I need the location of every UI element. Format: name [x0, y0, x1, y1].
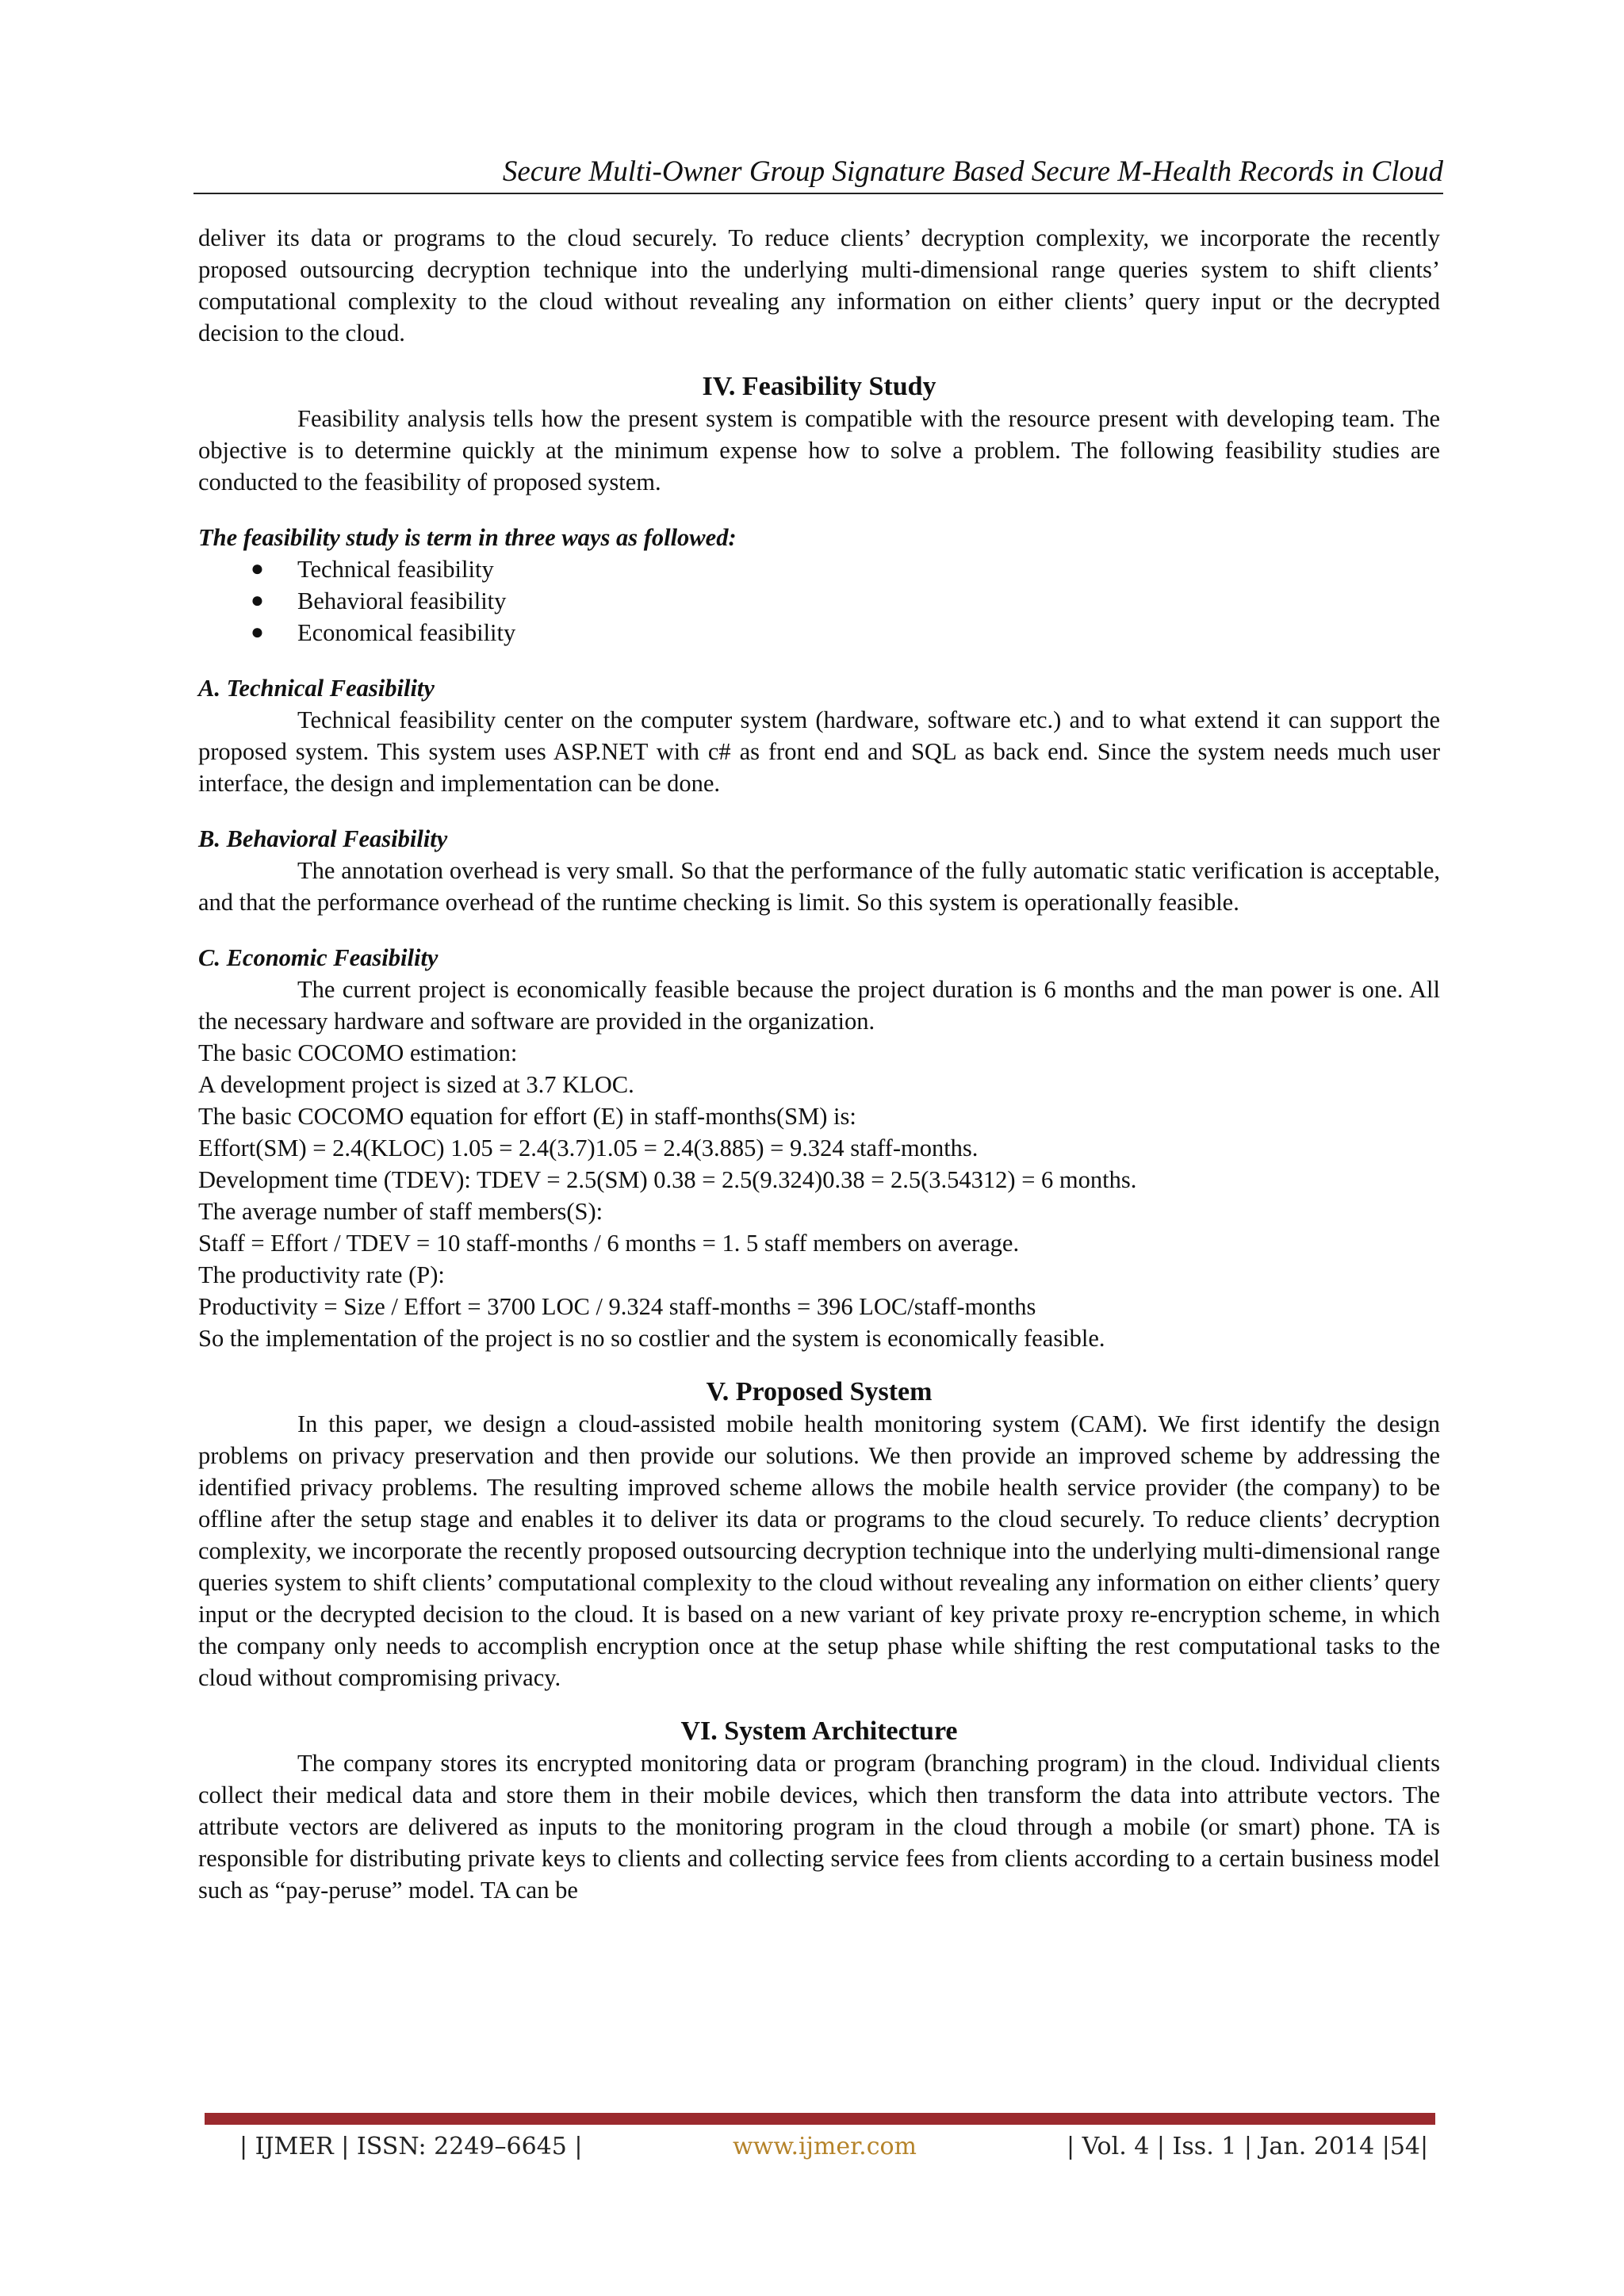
- feasibility-list-heading: The feasibility study is term in three ways as followed:: [198, 524, 737, 551]
- list-item: [198, 553, 1440, 585]
- spacer: [198, 799, 1440, 823]
- spacer: [198, 349, 1440, 371]
- economic-feasibility-heading: C. Economic Feasibility: [198, 944, 439, 971]
- feasibility-list: [198, 553, 1440, 649]
- list-item: [198, 585, 1440, 617]
- header-rule: [193, 193, 1443, 194]
- cocomo-line: A development project is sized at 3.7 KLOC.: [198, 1071, 634, 1098]
- cocomo-line: The productivity rate (P):: [198, 1261, 445, 1288]
- spacer: [198, 1354, 1440, 1376]
- spacer: [198, 498, 1440, 522]
- cocomo-line: The average number of staff members(S):: [198, 1198, 603, 1225]
- technical-feasibility-heading: A. Technical Feasibility: [198, 675, 435, 702]
- section-title-feasibility-study: IV. Feasibility Study: [702, 372, 936, 401]
- feasibility-paragraph: Feasibility analysis tells how the present system is compatible with the resource present with developing team. The objective is to determine quickly at the minimum expense how to solve a problem. The following feasibility studies are conducted to the feasibility of proposed system.: [198, 405, 1440, 496]
- cocomo-line: Staff = Effort / TDEV = 10 staff-months / 6 months = 1. 5 staff members on average.: [198, 1230, 1020, 1257]
- intro-paragraph: deliver its data or programs to the cloud securely. To reduce clients’ decryption complexity, we incorporate the recently proposed outsourcing decryption technique into the underlying multi-dimensional range queries system to shift clients’ computational complexity to the cloud without revealing any information on either clients’ query input or the decrypted decision to the cloud.: [198, 224, 1440, 346]
- section-title-proposed-system: V. Proposed System: [706, 1377, 933, 1406]
- section-title-system-architecture: VI. System Architecture: [680, 1716, 958, 1746]
- list-item-label: Technical feasibility: [297, 556, 494, 583]
- spacer: [198, 1693, 1440, 1716]
- list-item-label: Behavioral feasibility: [297, 587, 507, 614]
- footer-website-link[interactable]: www.ijmer.com: [733, 2133, 917, 2160]
- cocomo-line: So the implementation of the project is no so costlier and the system is economically feasible.: [198, 1325, 1105, 1352]
- cocomo-line: Effort(SM) = 2.4(KLOC) 1.05 = 2.4(3.7)1.05 = 2.4(3.885) = 9.324 staff-months.: [198, 1135, 979, 1161]
- bullet-icon: ●: [251, 557, 264, 581]
- cocomo-line: Development time (TDEV): TDEV = 2.5(SM) 0.38 = 2.5(9.324)0.38 = 2.5(3.54312) = 6 months.: [198, 1166, 1137, 1193]
- economic-feasibility-paragraph: The current project is economically feasible because the project duration is 6 months and the man power is one. All the necessary hardware and software are provided in the organization.: [198, 976, 1440, 1035]
- technical-feasibility-paragraph: Technical feasibility center on the computer system (hardware, software etc.) and to what extend it can support the proposed system. This system uses ASP.NET with c# as front end and SQL as back end. Since the system needs much user interface, the design and implementation can be done.: [198, 706, 1440, 797]
- spacer: [198, 918, 1440, 942]
- cocomo-line: The basic COCOMO estimation:: [198, 1039, 518, 1066]
- running-title: Secure Multi-Owner Group Signature Based Secure M-Health Records in Cloud: [502, 155, 1443, 188]
- spacer: [198, 649, 1440, 672]
- list-item-label: Economical feasibility: [297, 619, 516, 646]
- list-item: [198, 617, 1440, 649]
- cocomo-line: The basic COCOMO equation for effort (E) in staff-months(SM) is:: [198, 1103, 856, 1130]
- behavioral-feasibility-heading: B. Behavioral Feasibility: [198, 825, 448, 852]
- proposed-system-paragraph: In this paper, we design a cloud-assisted mobile health monitoring system (CAM). We first identify the design problems on privacy preservation and then provide our solutions. We then provide an improved scheme by addressing the identified privacy problems. The resulting improved scheme allows the mobile health service provider (the company) to be offline after the setup stage and enables it to deliver its data or programs to the cloud securely. To reduce clients’ decryption complexity, we incorporate the recently proposed outsourcing decryption technique into the underlying multi-dimensional range queries system to shift clients’ computational complexity to the cloud without revealing any information on either clients’ query input or the decrypted decision to the cloud. It is based on a new variant of key private proxy re-encryption scheme, in which the company only needs to accomplish encryption once at the setup phase while shifting the rest computational tasks to the cloud without compromising privacy.: [198, 1410, 1440, 1691]
- system-architecture-paragraph: The company stores its encrypted monitoring data or program (branching program) in the cloud. Individual clients collect their medical data and store them in their mobile devices, which then transform the data into attribute vectors. The attribute vectors are delivered as inputs to the monitoring program in the cloud through a mobile (or smart) phone. TA is responsible for distributing private keys to clients and collecting service fees from clients according to a certain business model such as “pay-peruse” model. TA can be: [198, 1750, 1440, 1904]
- bullet-icon: ●: [251, 620, 264, 645]
- page-body: [198, 222, 1440, 1906]
- bullet-icon: ●: [251, 588, 264, 613]
- footer-volume-page: | Vol. 4 | Iss. 1 | Jan. 2014 |54|: [1067, 2133, 1429, 2160]
- behavioral-feasibility-paragraph: The annotation overhead is very small. So that the performance of the fully automatic static verification is acceptable, and that the performance overhead of the runtime checking is limit. So this system is operationally feasible.: [198, 857, 1440, 916]
- cocomo-line: Productivity = Size / Effort = 3700 LOC / 9.324 staff-months = 396 LOC/staff-months: [198, 1293, 1036, 1320]
- footer-journal-info: | IJMER | ISSN: 2249–6645 |: [239, 2133, 583, 2160]
- footer-bar: [205, 2113, 1435, 2125]
